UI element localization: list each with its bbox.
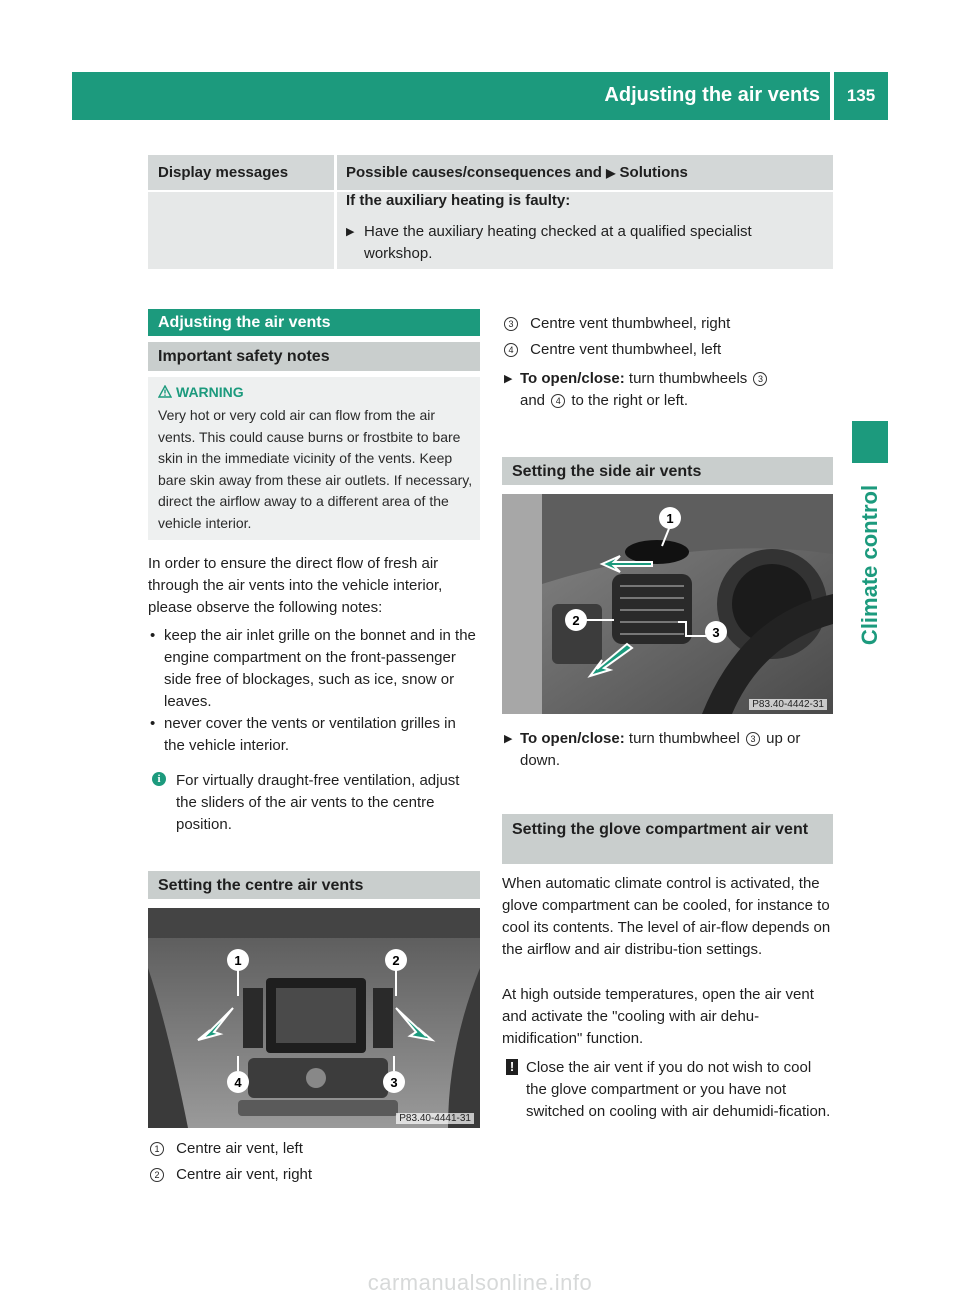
svg-text:1: 1 (666, 511, 674, 526)
arrow-right-icon: ▶ (606, 166, 616, 180)
svg-text:2: 2 (392, 953, 400, 968)
svg-text:3: 3 (712, 625, 720, 640)
action-arrow-icon: ▶ (346, 226, 355, 238)
side-tab-marker (852, 421, 888, 463)
list-item: • keep the air inlet grille on the bonnet and in the engine compartment on the front-passenger side free of blockages, such as ice, snow or leaves. (148, 625, 480, 713)
legend-item-3 (502, 313, 833, 335)
instruction-label: To open/close: (520, 370, 625, 387)
side-vents-image (502, 494, 833, 714)
instruction-text: up or down. (520, 730, 801, 769)
instruction-text: to the right or left. (571, 392, 689, 409)
centre-instruction (502, 368, 833, 412)
legend-text: Centre vent thumbwheel, right (530, 315, 731, 332)
section-title-glove-vent: Setting the glove compartment air vent (502, 814, 833, 864)
intro-paragraph: In order to ensure the direct flow of fresh air through the air vents into the vehicle interior, please observe the following notes: (148, 555, 443, 616)
svg-text:3: 3 (390, 1075, 398, 1090)
side-tab-label: Climate control (857, 484, 882, 646)
info-text: For virtually draught-free ventilation, adjust the sliders of the air vents to the centre position. (176, 772, 460, 833)
callout-number: 4 (551, 394, 565, 408)
warning-text: Very hot or very cold air can flow from the air vents. This could cause burns or frostbite to bare skin in the immediate vicinity of the vents. Keep bare skin away from these air outlets. If necessary, direct the airflow away to a different area of the vehicle interior. (158, 407, 473, 531)
callout-number: 1 (150, 1142, 164, 1156)
instruction-label: To open/close: (520, 730, 625, 747)
column-header-display: Display messages (158, 164, 289, 181)
centre-image-code: P83.40-4441-31 (396, 1113, 474, 1124)
column-header-solutions-text: Solutions (619, 164, 688, 181)
callout-number: 2 (150, 1168, 164, 1182)
svg-text:2: 2 (572, 613, 580, 628)
table-column-divider (334, 155, 337, 269)
warning-triangle-icon (158, 385, 172, 398)
instruction-text: turn thumbwheels (628, 370, 748, 387)
warning-heading (158, 384, 244, 400)
legend-item-4 (502, 339, 833, 361)
svg-text:1: 1 (234, 953, 242, 968)
glove-paragraph-1: When automatic climate control is activated, the glove compartment can be cooled, for instance to cool its contents. The level of air-flow depends on the airflow and air distribu-tion settings. (502, 875, 831, 958)
side-tab (852, 470, 888, 660)
page-number: 135 (846, 86, 876, 105)
table-action (346, 221, 816, 265)
notes-list (148, 625, 480, 757)
caution-icon: ! (506, 1059, 518, 1075)
column-header-causes-text: Possible causes/consequences and (346, 164, 602, 181)
legend-item-2 (148, 1164, 480, 1186)
side-instruction (502, 728, 833, 772)
page-title: Adjusting the air vents (604, 84, 820, 106)
instruction-text: turn thumbwheel (628, 730, 740, 747)
glove-note-text: Close the air vent if you do not wish to cool the glove compartment or you have not switched on cooling with air dehumidi-fication. (526, 1059, 831, 1120)
glove-note (502, 1057, 833, 1123)
callout-number: 3 (504, 317, 518, 331)
callout-number: 3 (746, 732, 760, 746)
section-title-side-vents: Setting the side air vents (502, 457, 833, 485)
action-arrow-icon: ▶ (504, 733, 513, 745)
action-arrow-icon: ▶ (504, 373, 513, 385)
table-cell-display (148, 192, 334, 269)
section-title-adjusting: Adjusting the air vents (148, 309, 480, 336)
table-condition: If the auxiliary heating is faulty: (346, 192, 571, 209)
side-image-code: P83.40-4442-31 (749, 699, 827, 710)
section-title-centre-vents: Setting the centre air vents (148, 871, 480, 899)
list-item: • never cover the vents or ventilation grilles in the vehicle interior. (148, 713, 480, 757)
legend-text: Centre vent thumbwheel, left (530, 341, 722, 358)
column-header-causes (346, 164, 688, 181)
svg-text:4: 4 (234, 1075, 242, 1090)
info-icon: i (152, 772, 166, 786)
legend-text: Centre air vent, left (176, 1140, 303, 1157)
glove-paragraph-2: At high outside temperatures, open the air vent and activate the "cooling with air dehu-midification" function. (502, 986, 814, 1047)
legend-text: Centre air vent, right (176, 1166, 313, 1183)
centre-vents-image (148, 908, 480, 1128)
table-action-text: Have the auxiliary heating checked at a qualified specialist workshop. (364, 223, 752, 262)
subsection-title-safety: Important safety notes (148, 342, 480, 371)
legend-item-1 (148, 1138, 480, 1160)
callout-number: 3 (753, 372, 767, 386)
footer-watermark: carmanualsonline.info (367, 1270, 593, 1295)
warning-title: WARNING (176, 384, 244, 400)
callout-number: 4 (504, 343, 518, 357)
info-note (148, 770, 480, 836)
instruction-text: and (520, 392, 546, 409)
